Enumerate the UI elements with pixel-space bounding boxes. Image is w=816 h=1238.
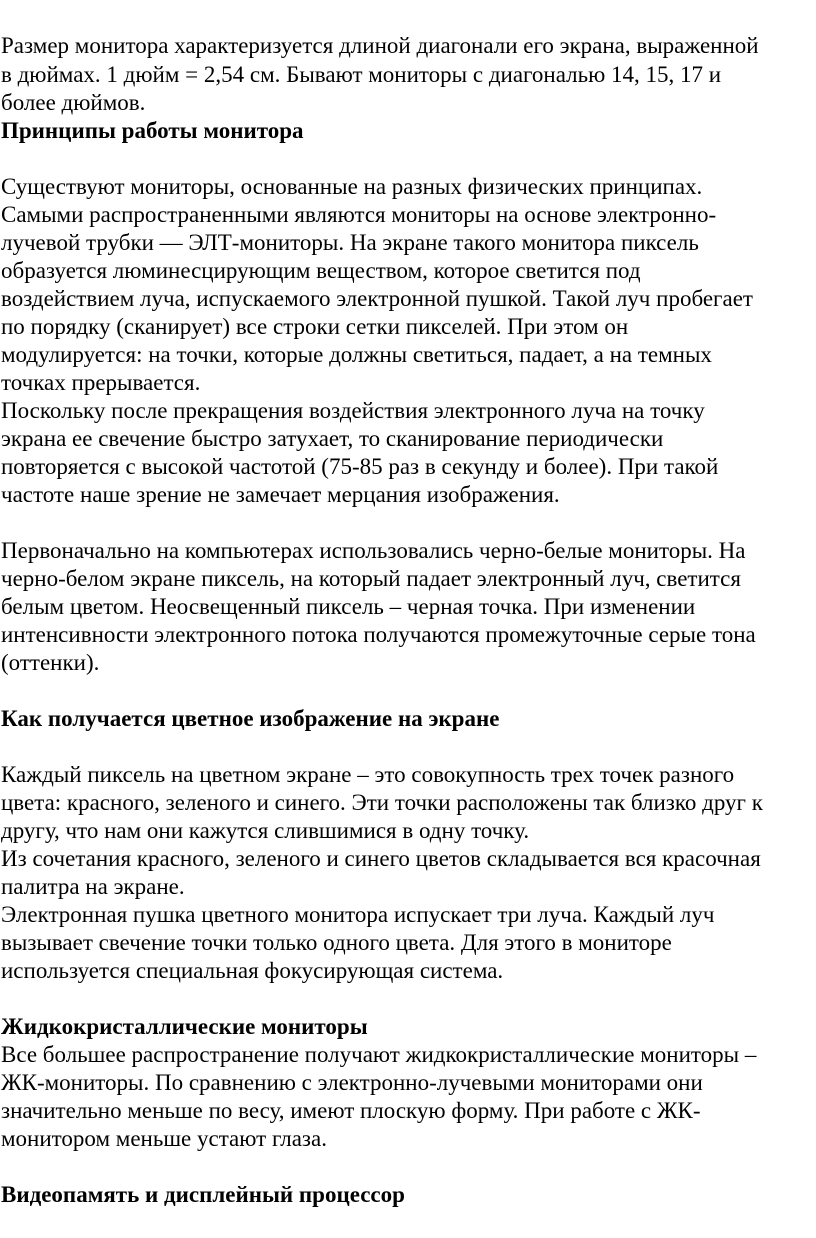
text-line: воздействием луча, испускаемого электронной пушкой. Такой луч пробегает	[1, 286, 753, 311]
text-line: Каждый пиксель на цветном экране – это совокупность трех точек разного	[1, 762, 735, 787]
text-line: монитором меньше устают глаза.	[1, 1126, 327, 1151]
text-line: в дюймах. 1 дюйм = 2,54 см. Бывают мониторы с диагональю 14, 15, 17 и	[1, 62, 722, 87]
text-line: другу, что нам они кажутся слившимися в одну точку.	[1, 818, 530, 843]
section-heading: Принципы работы монитора	[1, 118, 304, 143]
text-line: вызывает свечение точки только одного цвета. Для этого в мониторе	[1, 930, 672, 955]
text-line: лучевой трубки — ЭЛТ-мониторы. На экране такого монитора пиксель	[1, 230, 699, 255]
text-line: Самыми распространенными являются мониторы на основе электронно-	[1, 202, 717, 227]
text-line: белым цветом. Неосвещенный пиксель – черная точка. При изменении	[1, 594, 696, 619]
text-line: Поскольку после прекращения воздействия электронного луча на точку	[1, 398, 705, 423]
text-line: используется специальная фокусирующая система.	[1, 958, 504, 983]
text-line: Все большее распространение получают жидкокристаллические мониторы –	[1, 1042, 757, 1067]
text-line: цвета: красного, зеленого и синего. Эти точки расположены так близко друг к	[1, 790, 763, 815]
section-heading: Жидкокристаллические мониторы	[1, 1014, 368, 1039]
text-line: частоте наше зрение не замечает мерцания изображения.	[1, 482, 560, 507]
text-line: значительно меньше по весу, имеют плоскую форму. При работе с ЖК-	[1, 1098, 701, 1123]
text-line: Из сочетания красного, зеленого и синего цветов складывается вся красочная	[1, 846, 761, 871]
section-heading: Как получается цветное изображение на экране	[1, 706, 500, 731]
text-line: образуется люминесцирующим веществом, которое светится под	[1, 258, 641, 283]
text-line: ЖК-мониторы. По сравнению с электронно-лучевыми мониторами они	[1, 1070, 703, 1095]
text-line: (оттенки).	[1, 650, 100, 675]
text-line: интенсивности электронного потока получаются промежуточные серые тона	[1, 622, 756, 647]
text-line: Электронная пушка цветного монитора испускает три луча. Каждый луч	[1, 902, 715, 927]
text-line: Существуют мониторы, основанные на разных физических принципах.	[1, 174, 703, 199]
text-line: точках прерывается.	[1, 370, 201, 395]
text-line: экрана ее свечение быстро затухает, то сканирование периодически	[1, 426, 664, 451]
text-line: Первоначально на компьютерах использовались черно-белые мониторы. На	[1, 538, 746, 563]
text-line: более дюймов.	[1, 90, 146, 115]
text-line: черно-белом экране пиксель, на который падает электронный луч, светится	[1, 566, 741, 591]
text-line: Размер монитора характеризуется длиной диагонали его экрана, выраженной	[1, 33, 759, 58]
text-line: модулируется: на точки, которые должны светиться, падает, а на темных	[1, 342, 712, 367]
text-line: по порядку (сканирует) все строки сетки пикселей. При этом он	[1, 314, 629, 339]
section-heading: Видеопамять и дисплейный процессор	[1, 1182, 405, 1207]
text-line: повторяется с высокой частотой (75-85 раз в секунду и более). При такой	[1, 454, 719, 479]
text-line: палитра на экране.	[1, 874, 185, 899]
